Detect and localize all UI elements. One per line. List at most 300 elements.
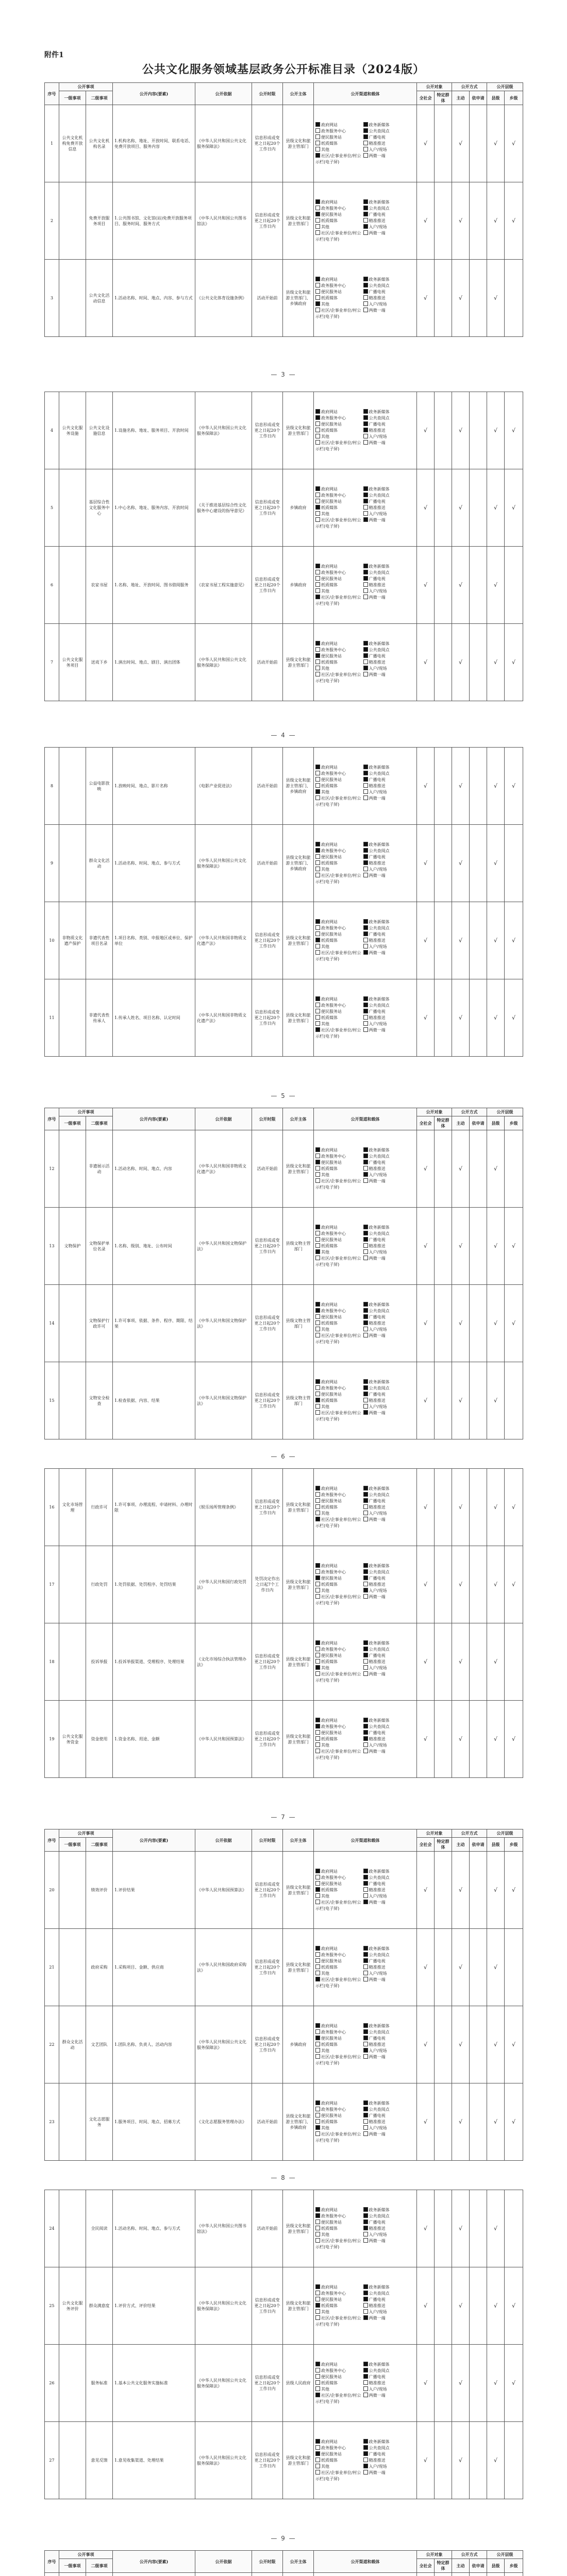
channel-option [315, 434, 363, 440]
empty-box-icon [315, 783, 320, 788]
basis-cell: 《中华人民共和国非物质文化遗产法》 [195, 1130, 252, 1208]
channel-label: 入户/现场 [369, 511, 387, 516]
checked-box-icon [315, 2207, 320, 2212]
empty-box-icon [315, 1333, 320, 1337]
channel-cell [314, 748, 417, 825]
table-row [45, 1362, 523, 1439]
time-cell: 信息形成或变更之日起20个工作日内 [252, 547, 283, 624]
check-mark-icon: √ [505, 2267, 523, 2345]
channel-option [315, 301, 363, 308]
channel-label: 政务服务中心 [321, 2107, 346, 2112]
channel-label: 精准推送 [369, 2226, 386, 2231]
channel-option [315, 765, 363, 771]
check-mark-icon: √ [487, 1546, 505, 1623]
empty-box-icon [315, 1009, 320, 1013]
check-mark-icon: √ [417, 547, 435, 624]
channel-label: 广播电视 [369, 2219, 386, 2225]
channel-option [315, 1243, 363, 1249]
channel-option [315, 409, 363, 415]
channel-label: 入户/现场 [369, 1172, 387, 1177]
check-mark-icon: √ [452, 260, 470, 337]
channel-option [315, 1231, 363, 1237]
channel-option [315, 1900, 363, 1912]
channel-option [315, 505, 363, 511]
empty-box-icon [315, 666, 320, 670]
channel-option [363, 2470, 411, 2476]
seq-cell: 19 [45, 1701, 59, 1778]
check-mark-icon: √ [487, 902, 505, 979]
channel-label: 其他 [321, 2048, 329, 2053]
table-row [45, 260, 523, 337]
item-l1-cell: 公共文化服务评价 [59, 2267, 86, 2345]
channel-option [363, 2393, 411, 2399]
channel-option [315, 2470, 363, 2482]
time-cell: 信息形成或变更之日起20个工作日内 [252, 392, 283, 469]
empty-cell [470, 2345, 487, 2422]
channel-cell [314, 2345, 417, 2422]
channel-label: 便民服务站 [321, 1314, 342, 1319]
checked-box-icon [315, 505, 320, 510]
item-l2-cell: 非遗展示活动 [86, 1130, 113, 1208]
check-mark-icon: √ [487, 979, 505, 1057]
checked-box-icon [363, 919, 368, 924]
channel-option [315, 641, 363, 647]
checked-box-icon [363, 570, 368, 574]
empty-box-icon [315, 2238, 320, 2243]
checked-box-icon [315, 1640, 320, 1645]
channel-option [315, 517, 363, 530]
seq-cell: 4 [45, 392, 59, 469]
empty-box-icon [363, 873, 368, 877]
channel-option [315, 2226, 363, 2232]
empty-box-icon [315, 582, 320, 587]
channel-option [363, 421, 411, 428]
seq-cell: 12 [45, 1130, 59, 1208]
empty-cell [470, 1208, 487, 1285]
item-l2-cell [86, 2573, 113, 2576]
check-mark-icon: √ [487, 1701, 505, 1778]
channel-label: 两微一端 [369, 2238, 386, 2243]
empty-cell [505, 260, 523, 337]
channel-label: 其他 [321, 1588, 329, 1593]
channel-label: 便民服务站 [321, 931, 342, 937]
checked-box-icon [363, 428, 368, 432]
page-number: — 7 — [271, 1814, 296, 1821]
channel-option [363, 1511, 411, 1517]
channel-label: 政务新媒体 [369, 564, 390, 569]
check-mark-icon: √ [417, 2190, 435, 2267]
channel-label: 政府网站 [321, 199, 338, 205]
empty-box-icon [315, 2042, 320, 2046]
channel-option [363, 919, 411, 925]
channel-cell [314, 1546, 417, 1623]
checked-box-icon [363, 122, 368, 127]
empty-box-icon [315, 2458, 320, 2462]
check-mark-icon: √ [452, 1852, 470, 1929]
basis-cell: 《中华人民共和国文物保护法》 [195, 1208, 252, 1285]
channel-label: 政务新媒体 [369, 1147, 390, 1153]
channel-label: 其他 [321, 1742, 329, 1748]
channel-option [363, 511, 411, 517]
channel-label: 精准推送 [369, 141, 386, 146]
channel-option [315, 2439, 363, 2445]
catalog-table [44, 82, 523, 337]
checked-box-icon [315, 1147, 320, 1152]
channel-option [363, 666, 411, 672]
channel-option [315, 2386, 363, 2393]
checked-box-icon [363, 1320, 368, 1325]
channel-option [315, 2119, 363, 2125]
channel-option [363, 1154, 411, 1160]
channel-option [315, 1492, 363, 1498]
empty-cell [505, 547, 523, 624]
channel-option [315, 206, 363, 212]
checked-box-icon [315, 2125, 320, 2130]
checked-box-icon [363, 1736, 368, 1741]
seq-cell: 20 [45, 1852, 59, 1929]
channel-option [363, 1398, 411, 1404]
channel-option [315, 2029, 363, 2036]
channel-label: 纸质媒体 [321, 1015, 338, 1020]
channel-option [363, 2458, 411, 2464]
column-header: 乡级 [505, 1838, 523, 1852]
empty-box-icon [315, 134, 320, 139]
checked-box-icon [315, 2213, 320, 2218]
empty-box-icon [315, 1958, 320, 1963]
channel-option [315, 2374, 363, 2380]
channel-label: 政务服务中心 [321, 1647, 346, 1652]
empty-box-icon [315, 2297, 320, 2301]
empty-cell [435, 1623, 452, 1701]
check-mark-icon: √ [505, 2006, 523, 2083]
checked-box-icon [363, 2362, 368, 2366]
empty-box-icon [315, 2219, 320, 2224]
channel-option [315, 2297, 363, 2303]
channel-option [363, 2451, 411, 2458]
content-cell: 1.公共图书馆、文化馆(站)免费开放服务项目、服务时间、服务方式 [113, 182, 195, 260]
channel-option [315, 2023, 363, 2029]
item-l2-cell: 行政许可 [86, 1469, 113, 1546]
channel-label: 政府网站 [321, 1640, 338, 1646]
channel-option [315, 1594, 363, 1606]
checked-box-icon [363, 2368, 368, 2372]
empty-cell [435, 182, 452, 260]
check-mark-icon: √ [505, 392, 523, 469]
channel-label: 纸质媒体 [321, 295, 338, 300]
checked-box-icon [363, 996, 368, 1001]
empty-box-icon [315, 2226, 320, 2230]
table-row [45, 748, 523, 825]
channel-option [315, 1021, 363, 1027]
column-header: 序号 [45, 83, 59, 105]
column-header: 一级事项 [59, 91, 86, 105]
column-header: 全社会 [417, 2559, 435, 2573]
channel-label: 广播电视 [369, 212, 386, 217]
checked-box-icon [363, 1231, 368, 1235]
checked-box-icon [315, 2023, 320, 2028]
check-mark-icon: √ [452, 182, 470, 260]
seq-cell: 14 [45, 1285, 59, 1362]
column-header: 乡级 [505, 91, 523, 105]
channel-option [363, 777, 411, 783]
check-mark-icon: √ [452, 902, 470, 979]
channel-option [315, 230, 363, 243]
empty-box-icon [363, 944, 368, 948]
channel-option [363, 795, 411, 802]
column-header: 县级 [487, 1116, 505, 1130]
channel-option [363, 2207, 411, 2213]
channel-label: 社区/企事业单位/村公示栏(电子屏) [315, 308, 361, 319]
channel-label: 其他 [321, 224, 329, 229]
check-mark-icon: √ [452, 624, 470, 701]
channel-label: 政务服务中心 [321, 570, 346, 575]
time-cell: 信息形成或变更之日起20个工作日内 [252, 2345, 283, 2422]
channel-option [315, 1665, 363, 1671]
item-l1-cell: 公共文化机构免费开放信息 [59, 105, 86, 182]
channel-label: 社区/企事业单位/村公示栏(电子屏) [315, 2315, 361, 2327]
channel-option [315, 2368, 363, 2374]
column-header: 公开层级 [487, 2551, 523, 2559]
channel-option [315, 938, 363, 944]
seq-cell [45, 2573, 59, 2576]
basis-cell: 《文化市场综合执法管理办法》 [195, 1623, 252, 1701]
channel-option [363, 2303, 411, 2309]
empty-box-icon [315, 1511, 320, 1515]
checked-box-icon [315, 1027, 320, 1032]
content-cell [113, 2573, 195, 2576]
channel-option [315, 873, 363, 885]
channel-option [363, 2029, 411, 2036]
empty-box-icon [363, 141, 368, 145]
channel-option [315, 1302, 363, 1308]
channel-option [315, 925, 363, 931]
channel-option [363, 1225, 411, 1231]
channel-option [315, 1327, 363, 1333]
check-mark-icon: √ [505, 1546, 523, 1623]
check-mark-icon: √ [487, 624, 505, 701]
subject-cell: 县级文化和旅游主管部门 [283, 979, 314, 1057]
empty-box-icon [315, 421, 320, 426]
empty-box-icon [363, 659, 368, 664]
channel-option [363, 1736, 411, 1742]
page-number: — 6 — [271, 1453, 296, 1460]
channel-label: 社区/企事业单位/村公示栏(电子屏) [315, 1410, 361, 1421]
channel-label: 政务服务中心 [321, 771, 346, 776]
item-l2-cell: 公共文化设施信息 [86, 392, 113, 469]
checked-box-icon [363, 2036, 368, 2040]
table-row [45, 2422, 523, 2499]
check-mark-icon: √ [505, 1701, 523, 1778]
channel-option [363, 653, 411, 659]
item-l2-cell: 文物保护单位名录 [86, 1208, 113, 1285]
channel-option [363, 1027, 411, 1033]
channel-label: 两微一端 [369, 672, 386, 677]
channel-label: 公共查阅点 [369, 493, 390, 498]
time-cell: 活动开始前 [252, 2190, 283, 2267]
table-row [45, 547, 523, 624]
empty-box-icon [363, 1749, 368, 1753]
channel-label: 精准推送 [369, 2119, 386, 2124]
channel-option [315, 1256, 363, 1268]
item-l1-cell [59, 469, 86, 547]
channel-label: 两微一端 [369, 1594, 386, 1599]
channel-label: 政务新媒体 [369, 486, 390, 492]
channel-label: 政务服务中心 [321, 848, 346, 853]
channel-option [315, 2219, 363, 2226]
subject-cell: 县级文化和旅游主管部门 [283, 1701, 314, 1778]
basis-cell: 《中华人民共和国公共文化服务保障法》 [195, 2345, 252, 2422]
checked-box-icon [363, 1410, 368, 1415]
time-cell: 信息形成或变更之日起20个工作日内 [252, 1929, 283, 2006]
channel-option [363, 1582, 411, 1588]
channel-label: 广播电视 [369, 1653, 386, 1658]
check-mark-icon: √ [505, 1469, 523, 1546]
checked-box-icon [363, 925, 368, 930]
empty-box-icon [315, 1498, 320, 1503]
channel-option [363, 576, 411, 582]
channel-label: 政府网站 [321, 1946, 338, 1951]
channel-option [363, 848, 411, 854]
channel-label: 社区/企事业单位/村公示栏(电子屏) [315, 153, 361, 164]
item-l2-cell: 文艺团队 [86, 2006, 113, 2083]
channel-label: 社区/企事业单位/村公示栏(电子屏) [315, 1749, 361, 1760]
time-cell: 信息形成或变更之日起20个工作日内 [252, 1362, 283, 1439]
checked-box-icon [363, 1154, 368, 1158]
channel-label: 便民服务站 [321, 2451, 342, 2456]
channel-label: 两微一端 [369, 1333, 386, 1338]
channel-option [363, 440, 411, 446]
empty-box-icon [315, 499, 320, 503]
empty-cell [435, 624, 452, 701]
empty-box-icon [363, 2303, 368, 2308]
content-cell: 1.检查依据、内容、结果 [113, 1362, 195, 1439]
channel-option [363, 277, 411, 283]
channel-label: 政府网站 [321, 1225, 338, 1230]
check-mark-icon: √ [487, 547, 505, 624]
checked-box-icon [363, 860, 368, 865]
channel-label: 政务服务中心 [321, 647, 346, 652]
channel-option [363, 860, 411, 867]
channel-label: 政务新媒体 [369, 641, 390, 646]
channel-label: 政府网站 [321, 1486, 338, 1491]
seq-cell: 17 [45, 1546, 59, 1623]
channel-label: 社区/企事业单位/村公示栏(电子屏) [315, 595, 361, 606]
subject-cell: 县级文化和旅游主管部门 [283, 624, 314, 701]
empty-box-icon [315, 2119, 320, 2124]
channel-option [363, 1653, 411, 1659]
empty-box-icon [363, 795, 368, 800]
channel-label: 入户/现场 [369, 1511, 387, 1516]
channel-label: 其他 [321, 2464, 329, 2469]
channel-option [363, 218, 411, 224]
channel-option [315, 666, 363, 672]
channel-option [363, 1881, 411, 1887]
time-cell: 信息形成或变更之日起20个工作日内 [252, 1623, 283, 1701]
column-header: 公开方式 [452, 83, 487, 91]
channel-label: 广播电视 [369, 931, 386, 937]
check-mark-icon: √ [452, 469, 470, 547]
table-row [45, 2190, 523, 2267]
checked-box-icon [363, 2297, 368, 2301]
channel-label: 其他 [321, 789, 329, 794]
checked-box-icon [363, 1308, 368, 1313]
channel-label: 两微一端 [369, 1900, 386, 1905]
channel-cell [314, 902, 417, 979]
channel-option [363, 1147, 411, 1154]
channel-label: 政务新媒体 [369, 1718, 390, 1723]
channel-label: 政府网站 [321, 1379, 338, 1384]
item-l2-cell: 政府采购 [86, 1929, 113, 2006]
channel-label: 其他 [321, 1511, 329, 1516]
check-mark-icon: √ [505, 979, 523, 1057]
check-mark-icon: √ [505, 2083, 523, 2161]
channel-option [363, 1320, 411, 1327]
time-cell: 活动开始前 [252, 1130, 283, 1208]
channel-label: 政务新媒体 [369, 2207, 390, 2212]
basis-cell: 《中华人民共和国政府采购法》 [195, 1929, 252, 2006]
channel-option [315, 224, 363, 230]
channel-label: 其他 [321, 666, 329, 671]
channel-option [363, 771, 411, 777]
channel-label: 其他 [321, 1665, 329, 1670]
table-page [44, 1829, 523, 2161]
channel-option [315, 1887, 363, 1893]
channel-label: 入户/现场 [369, 1021, 387, 1026]
channel-label: 两微一端 [369, 2315, 386, 2320]
empty-box-icon [315, 950, 320, 955]
check-mark-icon: √ [487, 2083, 505, 2161]
column-header: 全社会 [417, 91, 435, 105]
channel-option [315, 499, 363, 505]
channel-label: 政务新媒体 [369, 765, 390, 770]
channel-option [315, 428, 363, 434]
column-header: 二级事项 [86, 1116, 113, 1130]
channel-label: 公共查阅点 [369, 1385, 390, 1391]
item-l2-cell: 投诉举报 [86, 1623, 113, 1701]
checked-box-icon [315, 1225, 320, 1229]
column-header: 特定群体 [435, 2559, 452, 2573]
check-mark-icon: √ [487, 469, 505, 547]
empty-box-icon [315, 2309, 320, 2314]
column-header: 公开渠道和载体 [314, 83, 417, 105]
channel-option [315, 2445, 363, 2451]
checked-box-icon [315, 564, 320, 568]
checked-box-icon [363, 647, 368, 652]
channel-label: 政府网站 [321, 842, 338, 847]
channel-option [363, 659, 411, 666]
channel-label: 广播电视 [369, 1237, 386, 1242]
channel-option [363, 944, 411, 950]
channel-option [363, 2125, 411, 2131]
check-mark-icon: √ [417, 2422, 435, 2499]
checked-box-icon [363, 206, 368, 210]
channel-cell [314, 1469, 417, 1546]
item-l2-cell: 资金使用 [86, 1701, 113, 1778]
empty-box-icon [363, 1594, 368, 1599]
channel-label: 政府网站 [321, 2100, 338, 2106]
channel-option [363, 2362, 411, 2368]
channel-label: 社区/企事业单位/村公示栏(电子屏) [315, 1900, 361, 1911]
channel-label: 入户/现场 [369, 2464, 387, 2469]
channel-label: 两微一端 [369, 795, 386, 801]
empty-box-icon [363, 2131, 368, 2136]
channel-label: 纸质媒体 [321, 1659, 338, 1664]
subject-cell: 县级文物主管部门 [283, 1285, 314, 1362]
channel-label: 社区/企事业单位/村公示栏(电子屏) [315, 517, 361, 529]
checked-box-icon [315, 842, 320, 846]
channel-label: 入户/现场 [369, 1327, 387, 1332]
channel-label: 纸质媒体 [321, 1166, 338, 1171]
